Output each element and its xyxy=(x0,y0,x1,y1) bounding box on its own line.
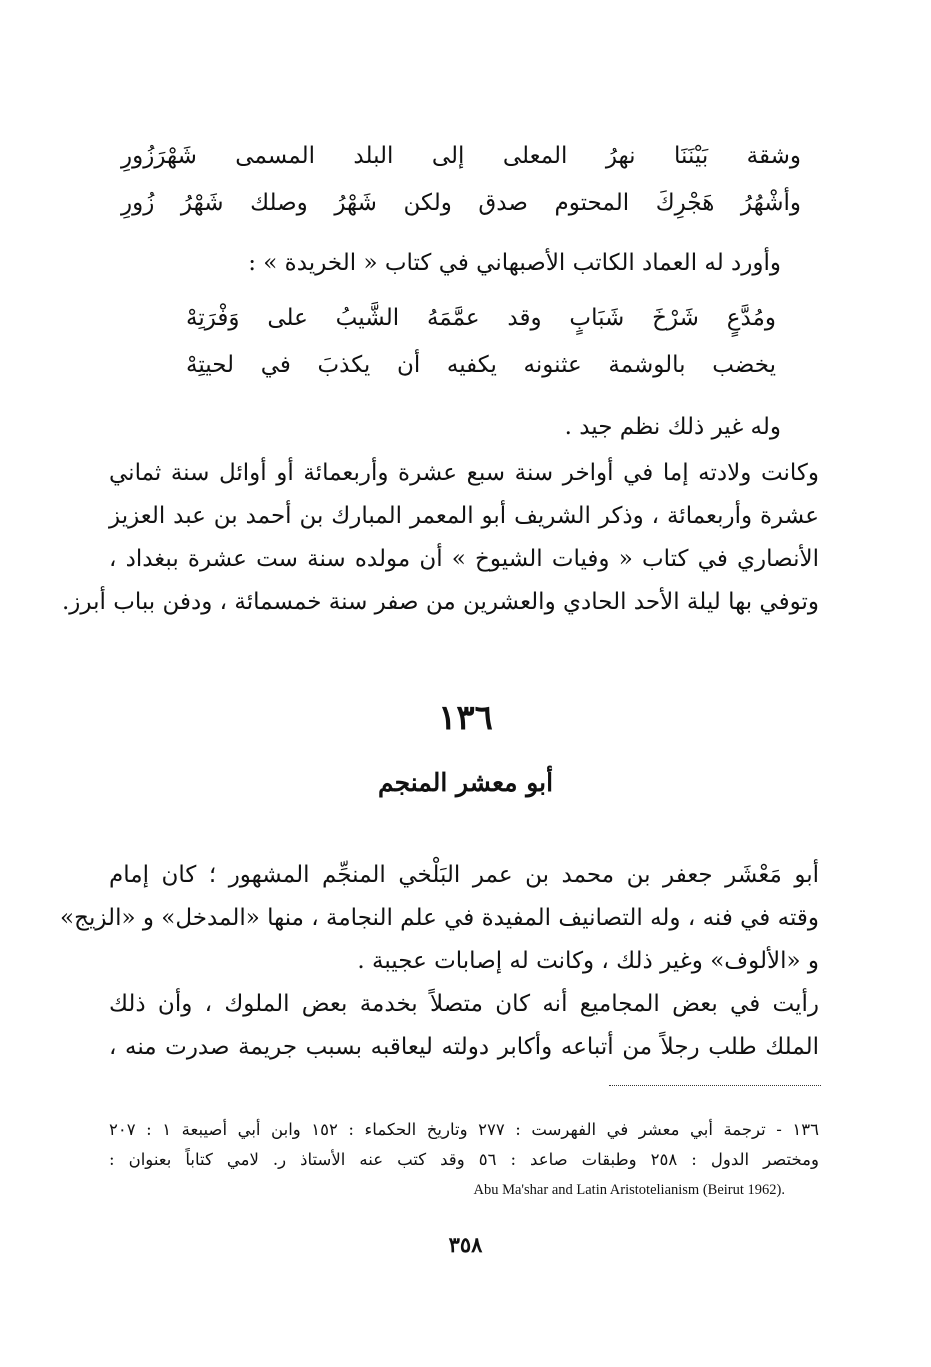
footnote-separator xyxy=(609,1085,821,1086)
paragraph-birth-line-1: وكانت ولادته إما في أواخر سنة سبع عشرة وأربعمائة أو أوائل سنة ثماني xyxy=(109,460,819,486)
footnote-latin-title: Abu Ma'shar and Latin Aristotelianism (Beirut 1962). xyxy=(473,1182,785,1198)
paragraph-intro-line-2: وقته في فنه ، وله التصانيف المفيدة في علم النجامة ، منها «المدخل» و «الزيج» xyxy=(60,905,819,931)
footnote-line-2: ومختصر الدول : ٢٥٨ وطبقات صاعد : ٥٦ وقد كتب عنه الأستاذ ر. لامي كتاباً بعنوان : xyxy=(109,1150,819,1169)
entry-title: أبو معشر المنجم xyxy=(377,768,554,797)
entry-number: ١٣٦ xyxy=(438,698,493,738)
poem-verse-2: وأشْهُرُ هَجْرِكَ المحتوم صدق ولكن شَهْرُ وصلك شَهْرُ زُورِ xyxy=(121,190,801,216)
paragraph-intro-line-3: و «الألوف» وغير ذلك ، وكانت له إصابات عجيبة . xyxy=(357,948,819,974)
paragraph-verse-note: وله غير ذلك نظم جيد . xyxy=(564,414,781,440)
paragraph-anecdote-line-2: الملك طلب رجلاً من أتباعه وأكابر دولته ليعاقبه بسبب جريمة صدرت منه ، xyxy=(109,1034,819,1060)
paragraph-anecdote-line-1: رأيت في بعض المجاميع أنه كان متصلاً بخدمة بعض الملوك ، وأن ذلك xyxy=(109,991,819,1017)
footnote-line-1: ١٣٦ - ترجمة أبي معشر في الفهرست : ٢٧٧ وتاريخ الحكماء : ١٥٢ وابن أبي أصيبعة ١ : ٢٠٧ xyxy=(109,1120,819,1139)
paragraph-birth-line-2: عشرة وأربعمائة ، وذكر الشريف أبو المعمر المبارك بن أحمد بن عبد العزيز xyxy=(109,503,819,529)
poem-verse-4: يخضب بالوشمة عثنونه يكفيه أن يكذبَ في لحيتِهْ xyxy=(186,352,776,378)
poem-verse-1: وشقة بَيْنَنَا نهرُ المعلى إلى البلد المسمى شَهْرَزُورِ xyxy=(121,143,801,169)
paragraph-birth-line-3: الأنصاري في كتاب « وفيات الشيوخ » أن مولده سنة ست عشرة ببغداد ، xyxy=(109,546,819,572)
poem-verse-3: ومُدَّعٍ شَرْخَ شَبَابٍ وقد عمَّمَهُ الشَّيبُ على وَفْرَتِهْ xyxy=(186,305,776,331)
poem-intro: وأورد له العماد الكاتب الأصبهاني في كتاب « الخريدة » : xyxy=(248,250,781,276)
page-number: ٣٥٨ xyxy=(448,1232,483,1257)
paragraph-intro-line-1: أبو مَعْشَر جعفر بن محمد بن عمر البَلْخي المنجِّم المشهور ؛ كان إمام xyxy=(109,862,819,888)
paragraph-birth-line-4: وتوفي بها ليلة الأحد الحادي والعشرين من صفر سنة خمسمائة ، ودفن بباب أبرز. xyxy=(62,589,819,615)
